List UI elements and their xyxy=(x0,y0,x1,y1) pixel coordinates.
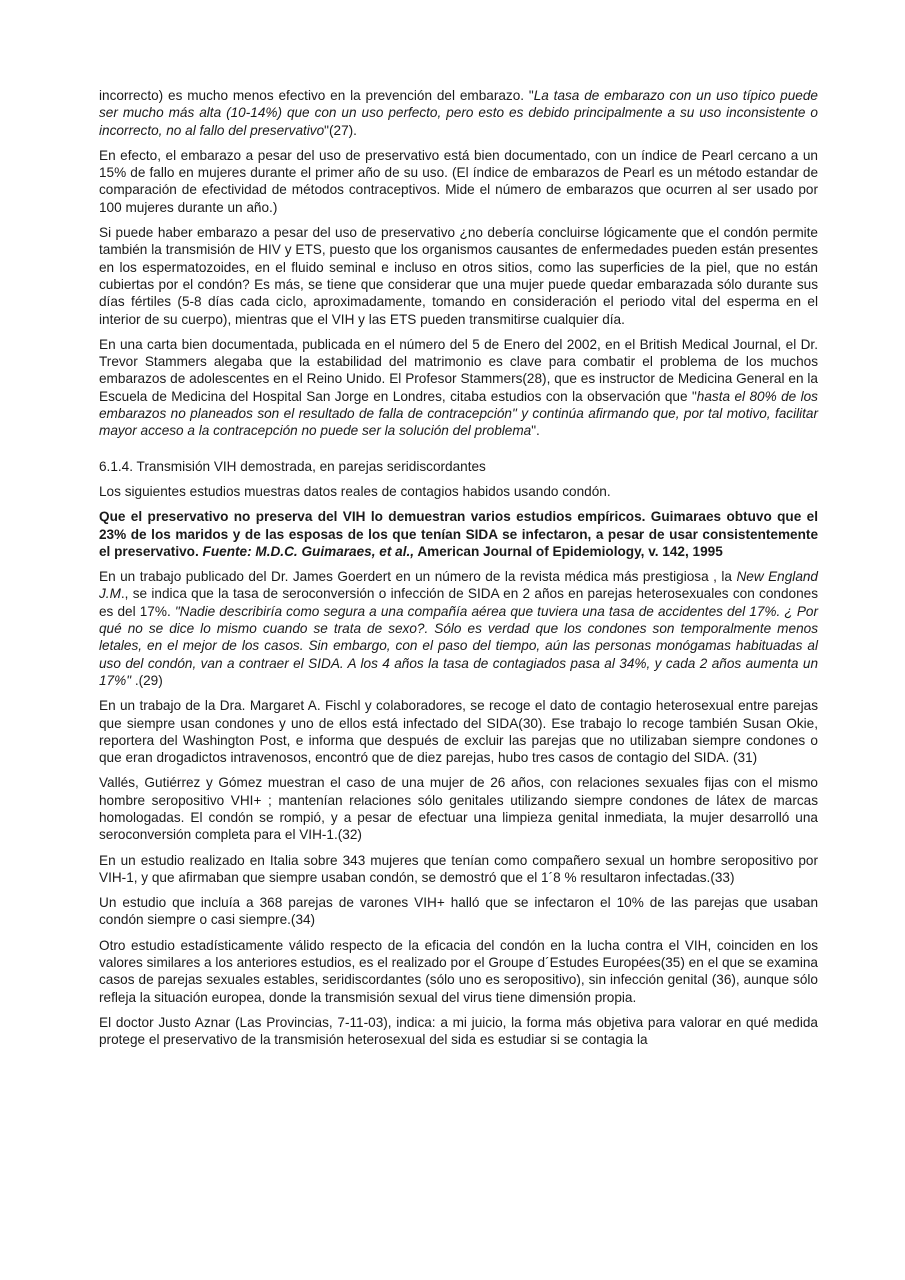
paragraph-9: Vallés, Gutiérrez y Gómez muestran el caso de una mujer de 26 años, con relaciones sexuales fijas con el mismo hombre seropositivo VHI+ ; mantenían relaciones sólo genitales utilizando siempre condones de látex de marcas homologadas. El condón se rompió, y a pesar de efectuar una limpieza genital inmediata, la mujer desarrolló una seroconversión completa para el VIH-1.(32) xyxy=(99,775,818,843)
paragraph-6-journal: American Journal of Epidemiology, v. 142, 1995 xyxy=(414,543,723,559)
paragraph-4-text: En una carta bien documentada, publicada en el número del 5 de Enero del 2002, en el British Medical Journal, el Dr. Trevor Stammers alegaba que la estabilidad del matrimonio es clave para combatir el problema de los muchos embarazos de adolescentes en el Reino Unido. El Profesor Stammers(28), que es instructor de Medicina General en la Escuela de Medicina del Hospital San Jorge en Londres, citaba estudios con la observación que " xyxy=(99,336,818,404)
paragraph-4-quote: hasta el 80% de los embarazos no planeados son el resultado de falla de contracepción" y continúa afirmando que, por tal motivo, facilitar mayor acceso a la contracepción no puede ser la solución del problema xyxy=(99,388,818,439)
paragraph-7-ref: .(29) xyxy=(131,672,163,688)
paragraph-6-source: Fuente: M.D.C. Guimaraes, et al., xyxy=(202,543,415,559)
paragraph-11: Un estudio que incluía a 368 parejas de varones VIH+ halló que se infectaron el 10% de las parejas que usaban condón siempre o casi siempre.(34) xyxy=(99,895,818,928)
paragraph-8: En un trabajo de la Dra. Margaret A. Fischl y colaboradores, se recoge el dato de contagio heterosexual entre parejas que siempre usan condones y uno de ellos está infectado del SIDA(30). Ese trabajo lo recoge también Susan Okie, reportera del Washington Post, e informa que después de excluir las parejas que no utilizaban siempre condones o que eran drogadictos intravenosos, encontró que de diez parejas, hubo tres casos de contagio del SIDA. (31) xyxy=(99,698,818,766)
paragraph-13: El doctor Justo Aznar (Las Provincias, 7-11-03), indica: a mi juicio, la forma más objetiva para valorar en qué medida protege el preservativo de la transmisión heterosexual del sida es estudiar si se contagia la xyxy=(99,1014,818,1048)
document-page xyxy=(99,87,818,1057)
paragraph-1-ref: "(27). xyxy=(324,122,357,138)
paragraph-4 xyxy=(99,336,818,440)
paragraph-12: Otro estudio estadísticamente válido respecto de la eficacia del condón en la lucha contra el VIH, coinciden en los valores similares a los anteriores estudios, es el realizado por el Groupe d´Estudes Europées(35) en el que se examina casos de parejas sexuales estables, seridiscordantes (sólo uno es seropositivo), sin infección genital (36), aunque sólo refleja la situación europea, donde la transmisión sexual del virus tiene dimensión propia. xyxy=(99,937,818,1005)
paragraph-1-quote: La tasa de embarazo con un uso típico puede ser mucho más alta (10-14%) que con un uso perfecto, pero esto es debido principalmente a su uso inconsistente o incorrecto, no al fallo del preservativo xyxy=(99,88,818,138)
paragraph-1-text: incorrecto) es mucho menos efectivo en la prevención del embarazo. " xyxy=(99,88,534,103)
paragraph-3: Si puede haber embarazo a pesar del uso de preservativo ¿no debería concluirse lógicamente que el condón permite también la transmisión de HIV y ETS, puesto que los organismos causantes de enfermedades pueden están presentes en los espermatozoides, en el fluido seminal e incluso en otros sitios, como las superficies de la piel, que no están cubiertas por el condón? Es más, se tiene que considerar que una mujer puede quedar embarazada sólo durante sus días fértiles (5-8 días cada ciclo, aproximadamente, tomando en consideración el periodo vital del esperma en el interior de su cuerpo), mientras que el VIH y las ETS pueden transmitirse cualquier día. xyxy=(99,225,818,327)
paragraph-7-text: En un trabajo publicado del Dr. James Goerdert en un número de la revista médica más prestigiosa , la xyxy=(99,569,737,585)
paragraph-7 xyxy=(99,568,818,689)
paragraph-6 xyxy=(99,508,818,560)
section-heading: 6.1.4. Transmisión VIH demostrada, en parejas seridiscordantes xyxy=(99,458,486,474)
paragraph-7-quote: "Nadie describiría como segura a una compañía aérea que tuviera una tasa de accidentes del 17%. ¿ Por qué no se dice lo mismo cuando se trata de sexo?. Sólo es verdad que los condones son temporalmente menos letales, en el mejor de los casos. Sin embargo, con el paso del tiempo, aún las personas monógamas habituadas al uso del condón, van a contraer el SIDA. A los 4 años la tasa de contagiados pasa al 34%, y cada 2 años aumenta un 17%" xyxy=(99,603,818,688)
paragraph-1 xyxy=(99,87,818,139)
paragraph-6-text: Que el preservativo no preserva del VIH lo demuestran varios estudios empíricos. Guimaraes obtuvo que el 23% de los maridos y de las esposas de los que tenían SIDA se infectaron, a pesar de usar consistentemente el preservativo. xyxy=(99,509,818,559)
paragraph-5: Los siguientes estudios muestras datos reales de contagios habidos usando condón. xyxy=(99,483,611,499)
paragraph-2: En efecto, el embarazo a pesar del uso de preservativo está bien documentado, con un índice de Pearl cercano a un 15% de fallo en mujeres durante el primer año de su uso. (El índice de embarazos de Pearl es un método estandar de comparación de efectividad de métodos contraceptivos. Mide el número de embarazos que ocurren al ser usado por 100 mujeres durante un año.) xyxy=(99,147,818,215)
paragraph-7-text-2: ., se indica que la tasa de seroconversión o infección de SIDA en 2 años en parejas heterosexuales con condones es del 17%. xyxy=(99,586,818,619)
paragraph-7-journal: New England J.M xyxy=(99,569,818,602)
paragraph-4-end: ". xyxy=(531,423,540,439)
paragraph-10: En un estudio realizado en Italia sobre 343 mujeres que tenían como compañero sexual un hombre seropositivo por VIH-1, y que afirmaban que siempre usaban condón, se demostró que el 1´8 % resultaron infectadas.(33) xyxy=(99,852,818,885)
